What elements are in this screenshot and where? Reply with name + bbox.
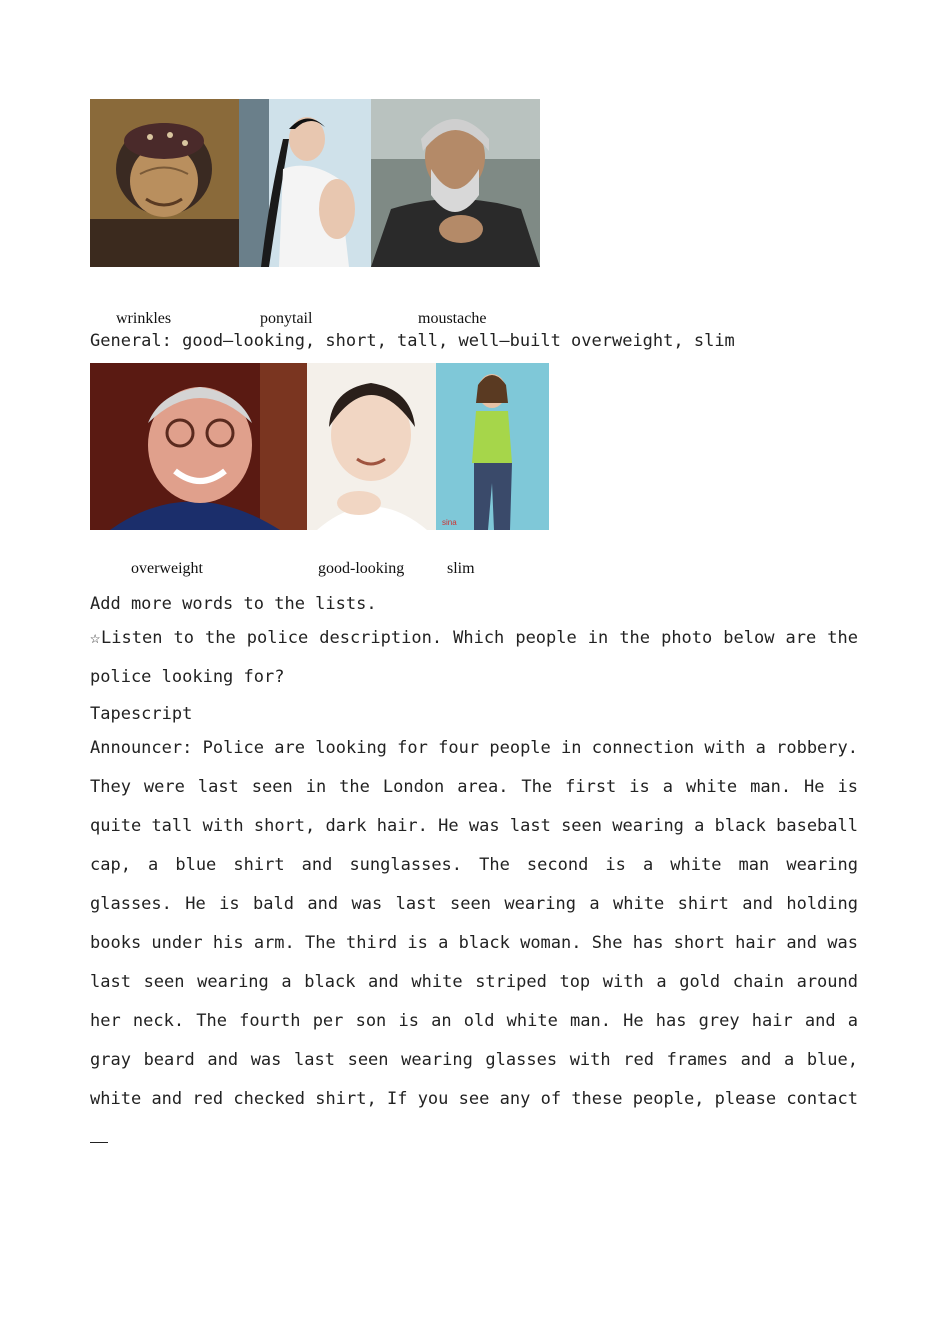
tapescript-heading: Tapescript [90, 704, 193, 724]
photo-slim-woman [436, 363, 549, 530]
photo-woman-ponytail [239, 99, 371, 267]
add-more-instruction: Add more words to the lists. [90, 594, 377, 614]
announcer-paragraph [90, 729, 858, 1158]
photo-man-moustache [371, 99, 540, 267]
photo-row-2 [90, 363, 549, 530]
caption-moustache: moustache [418, 310, 487, 327]
listen-task-paragraph: ☆Listen to the police description. Which people in the photo below are the police looking for? [90, 628, 858, 687]
photo-row-1 [90, 99, 540, 267]
general-vocabulary-line: General: good–looking, short, tall, well–built overweight, slim [90, 331, 735, 351]
photo-watermark: sina [442, 518, 457, 527]
caption-ponytail: ponytail [260, 310, 313, 327]
caption-slim: slim [447, 560, 475, 577]
photo-overweight-woman [90, 363, 307, 530]
caption-good-looking: good-looking [318, 560, 405, 577]
caption-overweight: overweight [131, 560, 203, 577]
announcer-text: Announcer: Police are looking for four people in connection with a robbery. They were last seen in the London area. The first is a white man. He is quite tall with short, dark hair. He was last seen wearing a black baseball cap, a blue shirt and sunglasses. The second is a white man wearing glasses. He is bald and was last seen wearing a white shirt and holding books under his arm. The third is a black woman. She has short hair and was last seen wearing a black and white striped top with a gold chain around her neck. The fourth per son is an old white man. He has grey hair and a gray beard and was last seen wearing glasses with red frames and a blue, white and red checked shirt, If you see any of these people, please contact [90, 738, 858, 1109]
photo-old-woman-wrinkles [90, 99, 239, 267]
continuation-dash [90, 1130, 108, 1143]
caption-wrinkles: wrinkles [116, 310, 172, 327]
photo-good-looking-person [307, 363, 436, 530]
